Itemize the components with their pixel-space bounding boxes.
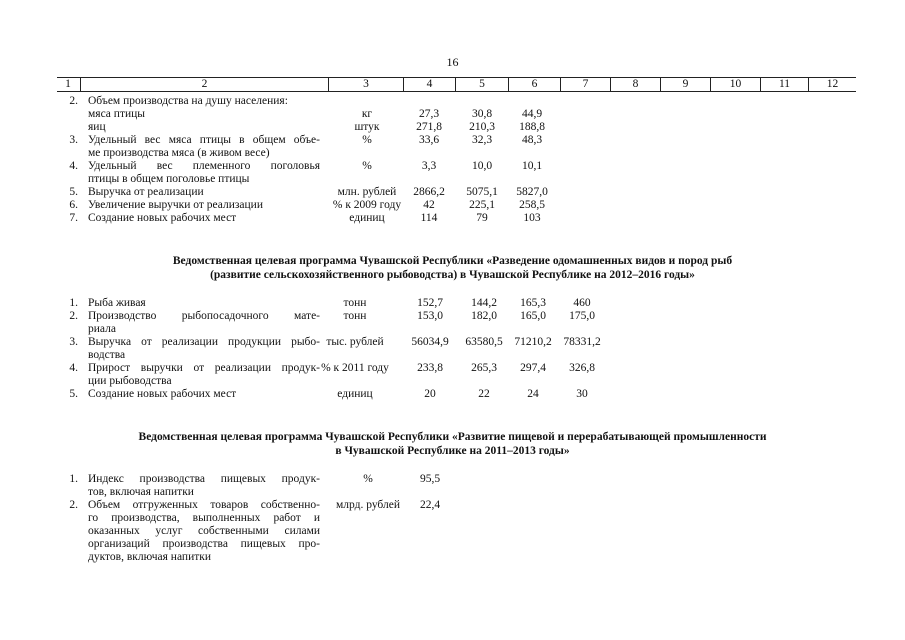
row-value: 297,4 <box>520 362 546 374</box>
column-header-6: 6 <box>508 78 560 91</box>
row-unit: кг <box>361 108 373 120</box>
row-value: 165,0 <box>520 310 546 322</box>
row-value: 10,1 <box>521 160 543 172</box>
row-label: тов, включая напитки <box>88 486 194 498</box>
row-label: Создание новых рабочих мест <box>88 388 237 400</box>
row-value: 56034,9 <box>411 336 449 348</box>
row-value: 144,2 <box>471 297 497 309</box>
row-value: 2866,2 <box>413 186 445 198</box>
row-unit: % к 2009 году <box>332 199 402 211</box>
row-value: 326,8 <box>569 362 595 374</box>
row-unit: тыс. рублей <box>326 336 384 348</box>
row-value: 460 <box>573 297 591 309</box>
column-header-5: 5 <box>455 78 508 91</box>
row-value: 225,1 <box>469 199 495 211</box>
row-number: 2. <box>69 310 78 322</box>
section-title-line: Ведомственная целевая программа Чувашской Республики «Разведение одомашненных видов и пород рыб <box>172 255 733 267</box>
row-value: 271,8 <box>416 121 442 133</box>
row-value: 153,0 <box>417 310 443 322</box>
row-label: го производства, выполненных работ и <box>88 512 320 524</box>
row-number: 1. <box>69 297 78 309</box>
row-label: Прирост выручки от реализации продук- <box>88 362 320 374</box>
row-label: яиц <box>88 121 106 133</box>
row-label: оказанных услуг собственными силами <box>88 525 320 537</box>
row-label: мяса птицы <box>88 108 146 120</box>
row-value: 95,5 <box>419 473 441 485</box>
row-value: 5827,0 <box>516 186 548 198</box>
row-unit: тонн <box>343 310 367 322</box>
row-label: Выручка от реализации продукции рыбо- <box>88 336 320 348</box>
column-header-4: 4 <box>403 78 455 91</box>
section-title-line: (развитие сельскохозяйственного рыбоводства) в Чувашской Республике на 2012–2016 годы» <box>210 269 695 281</box>
row-number: 4. <box>69 362 78 374</box>
row-number: 4. <box>69 160 78 172</box>
row-label: Производство рыбопосадочного мате- <box>88 310 320 322</box>
row-value: 165,3 <box>520 297 546 309</box>
column-header-9: 9 <box>660 78 710 91</box>
row-label: Удельный вес мяса птицы в общем объе- <box>88 134 320 146</box>
row-value: 79 <box>476 212 488 224</box>
row-value: 32,3 <box>471 134 493 146</box>
column-header-12: 12 <box>808 78 856 91</box>
row-value: 233,8 <box>417 362 443 374</box>
row-unit: % <box>362 134 372 146</box>
row-unit: штук <box>354 121 380 133</box>
row-label: дуктов, включая напитки <box>88 551 211 563</box>
row-label: водства <box>88 349 126 361</box>
column-header-7: 7 <box>560 78 610 91</box>
row-label: ме производства мяса (в живом весе) <box>88 147 270 159</box>
row-value: 210,3 <box>469 121 495 133</box>
row-value: 5075,1 <box>466 186 498 198</box>
row-unit: единиц <box>337 388 373 400</box>
row-label: риала <box>88 323 116 335</box>
row-value: 48,3 <box>521 134 543 146</box>
row-value: 24 <box>527 388 539 400</box>
row-value: 182,0 <box>471 310 497 322</box>
row-number: 3. <box>69 134 78 146</box>
row-value: 103 <box>523 212 541 224</box>
column-header-1: 1 <box>65 78 71 90</box>
section-title-line: Ведомственная целевая программа Чувашской Республики «Развитие пищевой и перерабатывающей промышленности <box>138 431 767 443</box>
row-label: Увеличение выручки от реализации <box>88 199 263 211</box>
row-value: 175,0 <box>569 310 595 322</box>
row-value: 44,9 <box>521 108 543 120</box>
row-label: Объем отгруженных товаров собственно- <box>88 499 320 511</box>
column-header-10: 10 <box>710 78 760 91</box>
row-label: Рыба живая <box>88 297 146 309</box>
section-title-food <box>0 430 905 458</box>
table-header-row <box>57 77 856 92</box>
row-value: 188,8 <box>519 121 545 133</box>
section-title-line: в Чувашской Республике на 2011–2013 годы» <box>335 445 570 457</box>
row-value: 258,5 <box>519 199 545 211</box>
row-value: 30,8 <box>471 108 493 120</box>
row-value: 33,6 <box>418 134 440 146</box>
column-header-8: 8 <box>610 78 660 91</box>
row-value: 71210,2 <box>514 336 552 348</box>
column-header-11: 11 <box>760 78 808 91</box>
row-label: Удельный вес племенного поголовья <box>88 160 320 172</box>
row-number: 6. <box>69 199 78 211</box>
row-value: 27,3 <box>418 108 440 120</box>
row-unit: единиц <box>349 212 385 224</box>
row-label: Индекс производства пищевых продук- <box>88 473 320 485</box>
row-label: Выручка от реализации <box>88 186 204 198</box>
row-number: 5. <box>69 388 78 400</box>
row-value: 22,4 <box>419 499 441 511</box>
row-number: 2. <box>69 95 78 107</box>
row-number: 7. <box>69 212 78 224</box>
row-unit: тонн <box>343 297 367 309</box>
row-value: 22 <box>478 388 490 400</box>
row-number: 1. <box>69 473 78 485</box>
row-value: 20 <box>424 388 436 400</box>
row-unit: % <box>362 160 372 172</box>
row-value: 265,3 <box>471 362 497 374</box>
row-unit: млн. рублей <box>337 186 397 198</box>
column-header-3: 3 <box>328 78 403 91</box>
row-value: 63580,5 <box>465 336 503 348</box>
row-unit: % к 2011 году <box>321 362 389 374</box>
row-number: 3. <box>69 336 78 348</box>
row-value: 30 <box>576 388 588 400</box>
row-number: 5. <box>69 186 78 198</box>
row-label: птицы в общем поголовье птицы <box>88 173 250 185</box>
row-label: Объем производства на душу населения: <box>88 95 288 107</box>
row-number: 2. <box>69 499 78 511</box>
row-label: организаций производства пищевых про- <box>88 538 320 550</box>
section-title-fish <box>0 254 905 282</box>
row-value: 3,3 <box>421 160 437 172</box>
row-value: 42 <box>423 199 435 211</box>
row-unit: % <box>363 473 373 485</box>
column-header-2: 2 <box>80 78 328 91</box>
row-value: 152,7 <box>417 297 443 309</box>
row-value: 78331,2 <box>563 336 601 348</box>
row-value: 114 <box>420 212 438 224</box>
row-label: ции рыбоводства <box>88 375 172 387</box>
row-unit: млрд. рублей <box>336 499 400 511</box>
page-number: 16 <box>446 55 459 69</box>
row-value: 10,0 <box>471 160 493 172</box>
row-label: Создание новых рабочих мест <box>88 212 237 224</box>
